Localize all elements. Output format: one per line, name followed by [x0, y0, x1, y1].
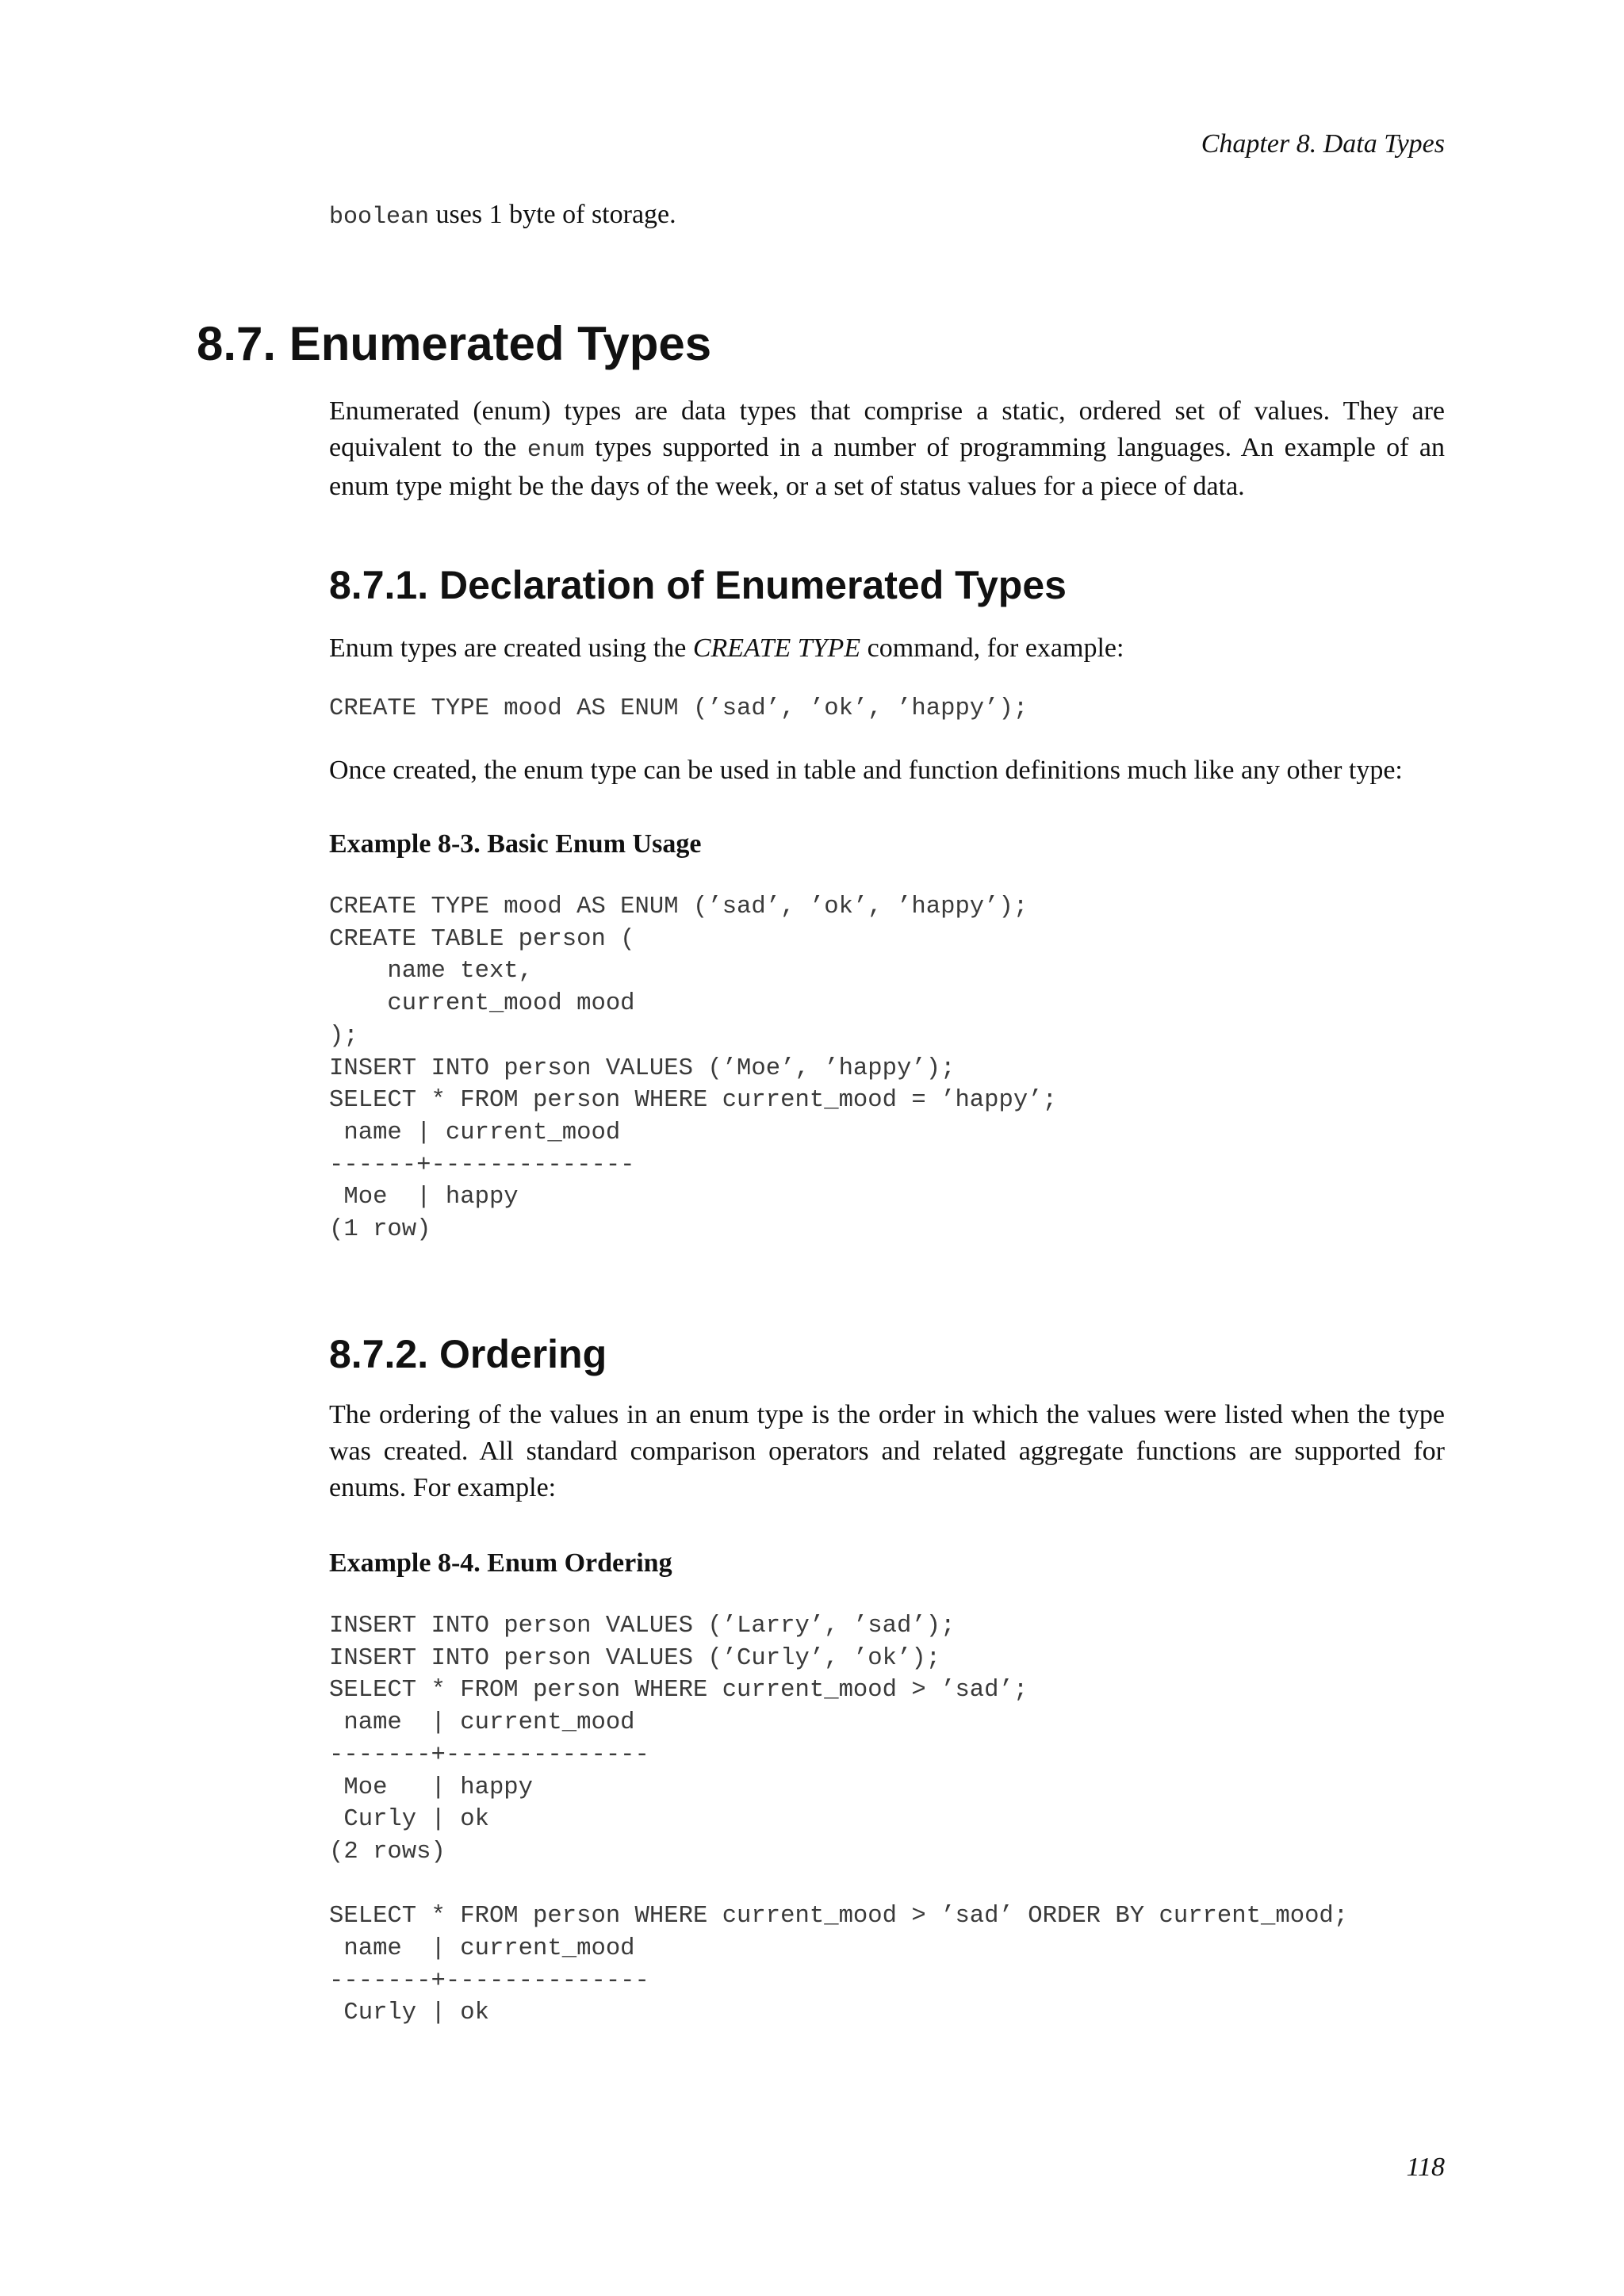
page-number: 118 [1406, 2152, 1445, 2182]
usage-text: Once created, the enum type can be used in table and function definitions much like any other type: [329, 756, 1403, 785]
subsection-title-declaration: 8.7.1. Declaration of Enumerated Types [329, 563, 1067, 607]
intro-paragraph [329, 197, 1445, 235]
declaration-paragraph [329, 630, 1445, 667]
section-intro-text: Enumerated (enum) types are data types that comprise a static, ordered set of values. They are equivalent to the enum types supported in a number of programming languages. An example of an enum type might be the days of the week, or a set of status values for a piece of data. [329, 396, 1445, 501]
boolean-code-word: boolean [329, 204, 430, 231]
ordering-paragraph [329, 1397, 1445, 1506]
ordering-text: The ordering of the values in an enum type is the order in which the values were listed when the type was created. All standard comparison operators and related aggregate functions are supported for enums. For example: [329, 1400, 1445, 1502]
example-8-3-code: CREATE TYPE mood AS ENUM (’sad’, ’ok’, ’happy’); CREATE TABLE person ( name text, current_mood mood ); INSERT INTO person VALUES (’Moe’, ’happy’); SELECT * FROM person WHERE current_mood = ’happy’; name | current_mood ------+-------------- Moe | happy (1 row) [329, 894, 1057, 1244]
section-intro-paragraph [329, 393, 1445, 505]
enum-code-word: enum [527, 437, 584, 464]
create-type-command: CREATE TYPE [692, 633, 861, 663]
subsection-title-ordering: 8.7.2. Ordering [329, 1332, 607, 1376]
intro-text [329, 197, 1445, 235]
section-title: 8.7. Enumerated Types [197, 317, 712, 370]
running-header: Chapter 8. Data Types [1201, 129, 1445, 159]
create-type-code: CREATE TYPE mood AS ENUM (’sad’, ’ok’, ’happy’); [329, 695, 1028, 722]
intro-text-rest: uses 1 byte of storage. [429, 200, 676, 229]
example-8-3-title: Example 8-3. Basic Enum Usage [329, 829, 702, 859]
declaration-text: Enum types are created using the CREATE TYPE command, for example: [329, 633, 1124, 663]
example-8-4-title: Example 8-4. Enum Ordering [329, 1548, 672, 1578]
usage-paragraph [329, 752, 1445, 789]
example-8-4-code: INSERT INTO person VALUES (’Larry’, ’sad’); INSERT INTO person VALUES (’Curly’, ’ok’); SELECT * FROM person WHERE current_mood > ’sad’; name | current_mood -------+-------------- Moe | happy Curly | ok (2 rows) SELECT * FROM person WHERE current_mood > ’sad’ ORDER BY current_mood; name | current_mood -------+-------------- Curly | ok [329, 1613, 1349, 2027]
